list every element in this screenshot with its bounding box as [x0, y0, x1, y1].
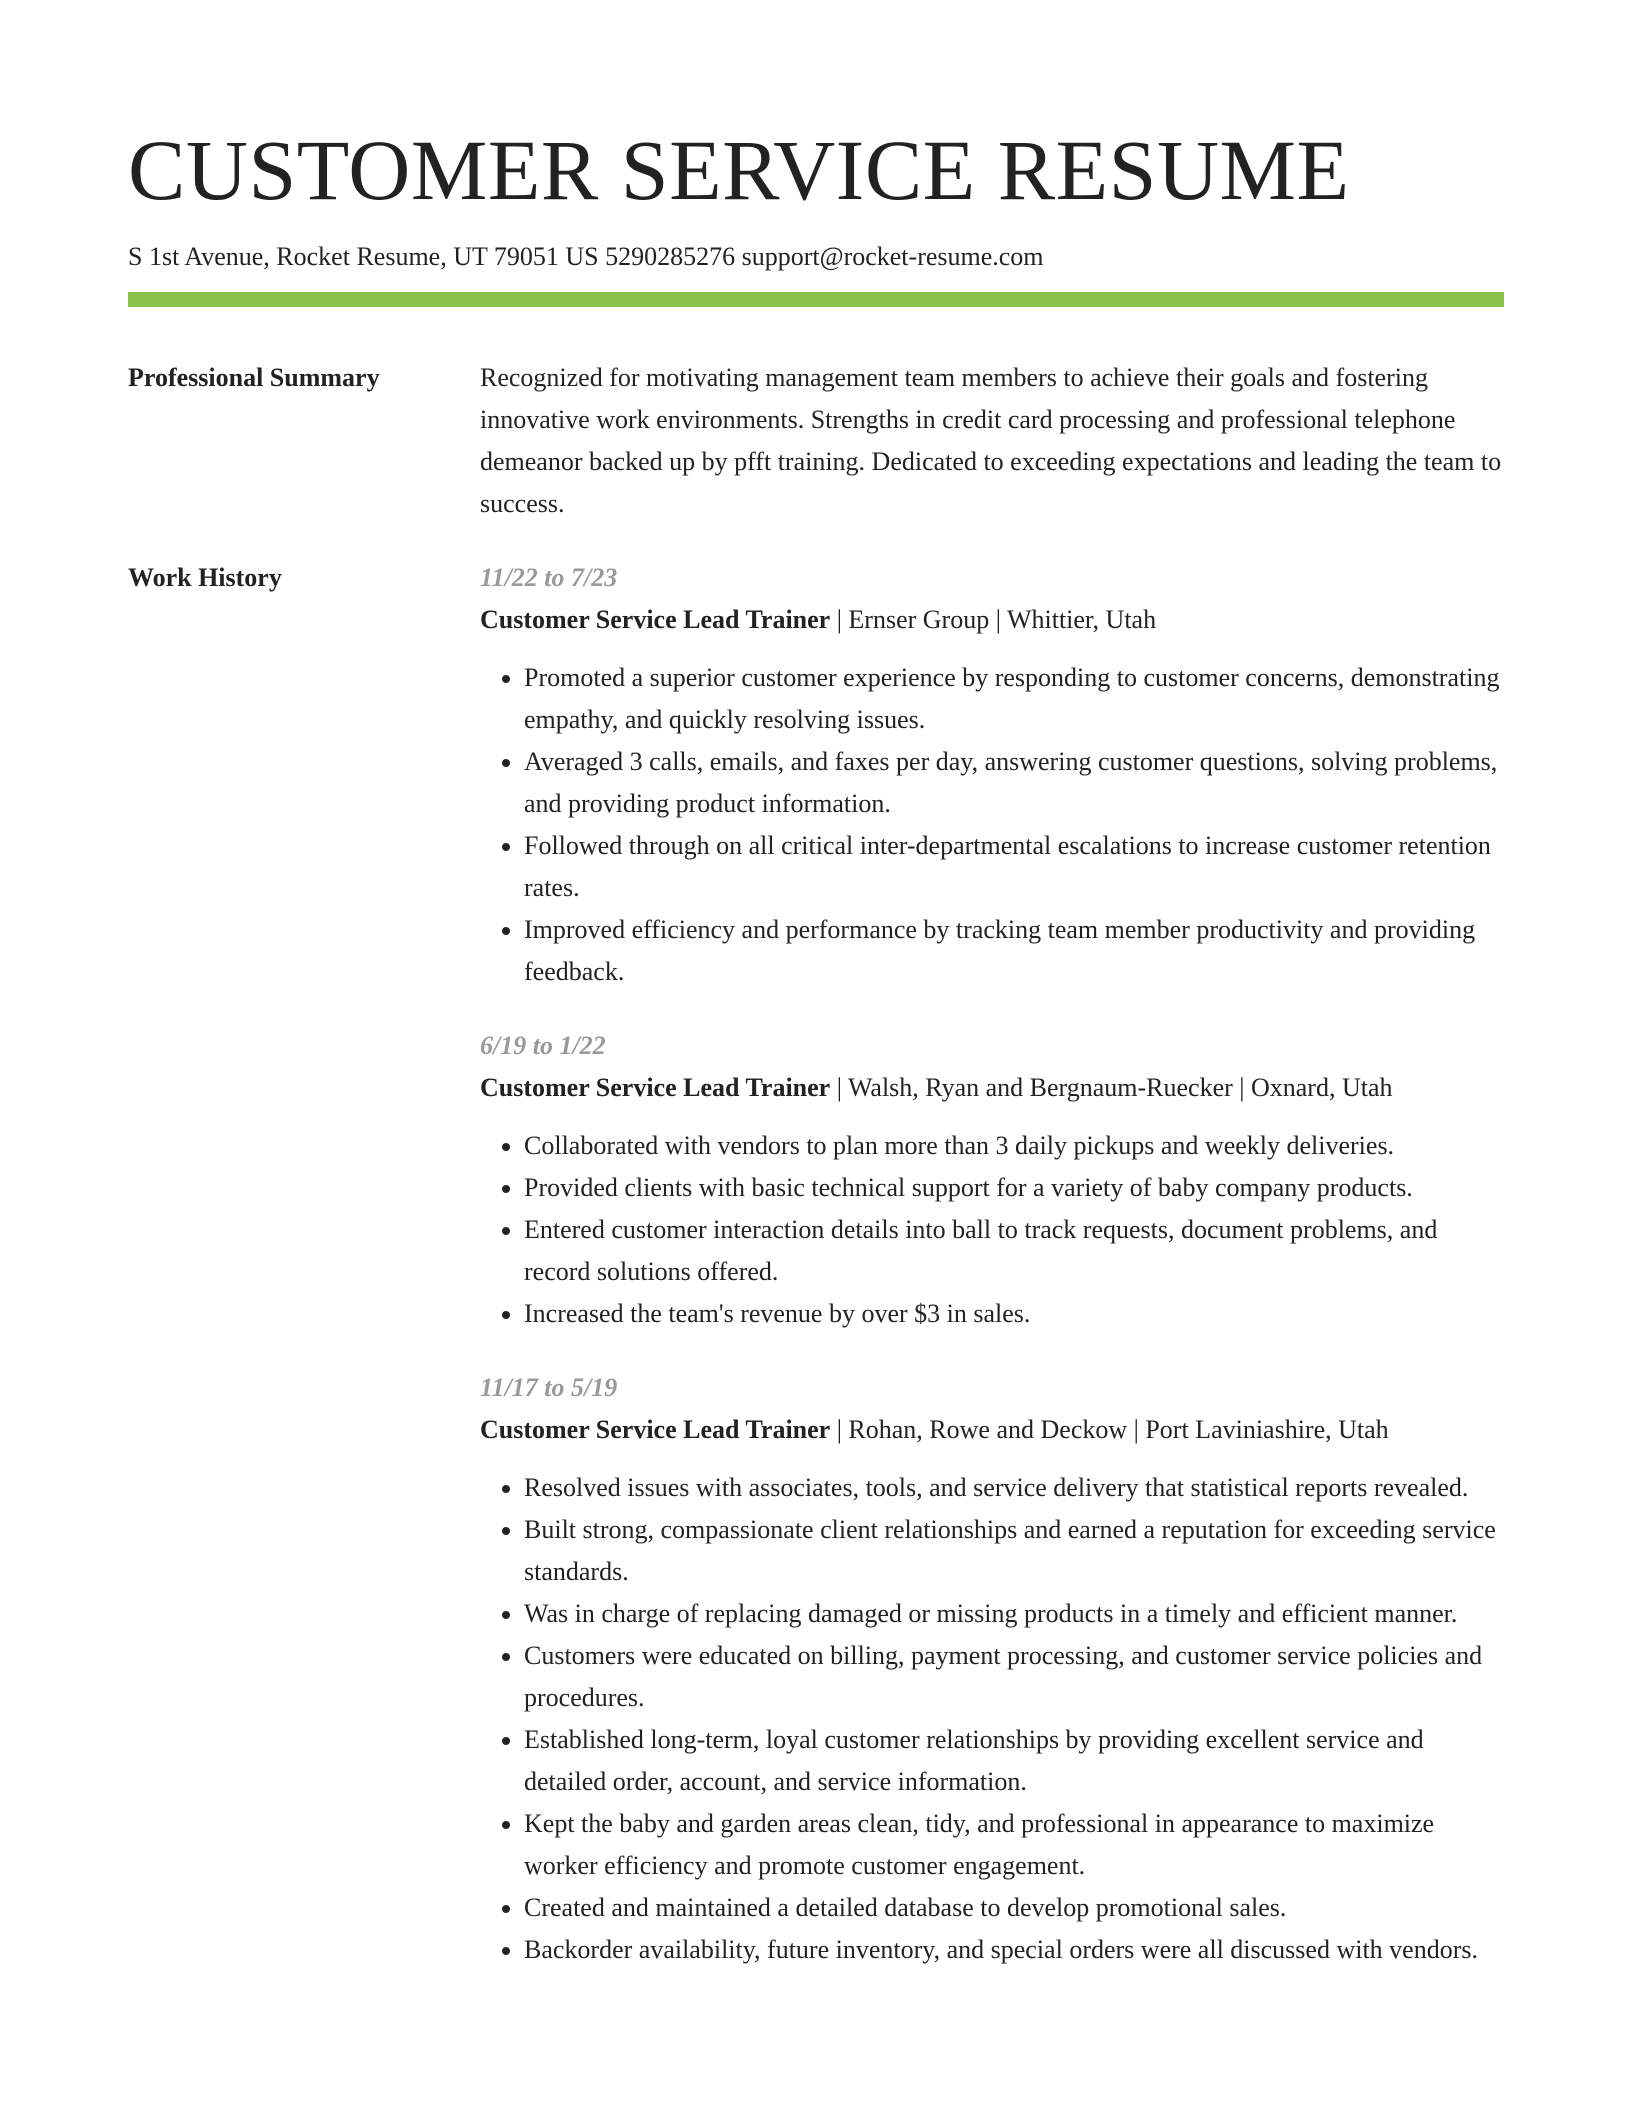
job-bullet: • Established long-term, loyal customer relationships by providing excellent service and detailed order, account, and service information. [524, 1719, 1504, 1803]
job-bullet: • Was in charge of replacing damaged or missing products in a timely and efficient manner. [524, 1593, 1504, 1635]
job-bullet: • Built strong, compassionate client relationships and earned a reputation for exceeding service standards. [524, 1509, 1504, 1593]
job-bullet: • Increased the team's revenue by over $3 in sales. [524, 1293, 1504, 1335]
job-bullet: • Kept the baby and garden areas clean, tidy, and professional in appearance to maximize worker efficiency and promote customer engagement. [524, 1803, 1504, 1887]
job-heading [480, 1067, 1504, 1109]
job-details: | Ernser Group | Whittier, Utah [830, 605, 1157, 634]
job-bullet: • Collaborated with vendors to plan more than 3 daily pickups and weekly deliveries. [524, 1125, 1504, 1167]
job-title: Customer Service Lead Trainer [480, 1073, 831, 1102]
job-title: Customer Service Lead Trainer [480, 605, 831, 634]
job-dates: 11/22 to 7/23 [480, 563, 618, 592]
work-history-body [480, 557, 1504, 2003]
work-history-section [128, 557, 1504, 2003]
job-bullet: • Customers were educated on billing, payment processing, and customer service policies and procedures. [524, 1635, 1504, 1719]
job-dates: 11/17 to 5/19 [480, 1373, 618, 1402]
job-heading [480, 599, 1504, 641]
job-bullet: • Provided clients with basic technical support for a variety of baby company products. [524, 1167, 1504, 1209]
job-heading [480, 1409, 1504, 1451]
job-bullet: • Resolved issues with associates, tools, and service delivery that statistical reports revealed. [524, 1467, 1504, 1509]
job-bullet: • Improved efficiency and performance by tracking team member productivity and providing feedback. [524, 909, 1504, 993]
job-bullets [480, 1467, 1504, 1971]
job-bullet: • Created and maintained a detailed database to develop promotional sales. [524, 1887, 1504, 1929]
section-label-summary: Professional Summary [128, 363, 380, 392]
contact-info: S 1st Avenue, Rocket Resume, UT 79051 US 5290285276 support@rocket-resume.com [128, 242, 1044, 271]
job-details: | Rohan, Rowe and Deckow | Port Laviniashire, Utah [830, 1415, 1389, 1444]
section-label-work-history: Work History [128, 563, 282, 592]
job-bullets [480, 1125, 1504, 1335]
job-dates: 6/19 to 1/22 [480, 1031, 606, 1060]
job-bullet: • Backorder availability, future inventory, and special orders were all discussed with vendors. [524, 1929, 1504, 1971]
resume-page [128, 0, 1504, 2003]
job-entry [480, 1025, 1504, 1335]
job-entry [480, 557, 1504, 993]
job-bullet: • Followed through on all critical inter-departmental escalations to increase customer retention rates. [524, 825, 1504, 909]
job-bullet: • Entered customer interaction details into ball to track requests, document problems, and record solutions offered. [524, 1209, 1504, 1293]
job-bullets [480, 657, 1504, 993]
job-bullet: • Promoted a superior customer experience by responding to customer concerns, demonstrating empathy, and quickly resolving issues. [524, 657, 1504, 741]
summary-text: Recognized for motivating management team members to achieve their goals and fostering innovative work environments. Strengths in credit card processing and professional telephone demeanor backed up by pfft training. Dedicated to exceeding expectations and leading the team to success. [480, 363, 1502, 518]
professional-summary-section [128, 357, 1504, 525]
header-divider [128, 292, 1504, 307]
job-title: Customer Service Lead Trainer [480, 1415, 831, 1444]
job-bullet: • Averaged 3 calls, emails, and faxes per day, answering customer questions, solving problems, and providing product information. [524, 741, 1504, 825]
job-entry [480, 1367, 1504, 1971]
page-title: CUSTOMER SERVICE RESUME [128, 122, 1350, 218]
job-details: | Walsh, Ryan and Bergnaum-Ruecker | Oxnard, Utah [830, 1073, 1393, 1102]
